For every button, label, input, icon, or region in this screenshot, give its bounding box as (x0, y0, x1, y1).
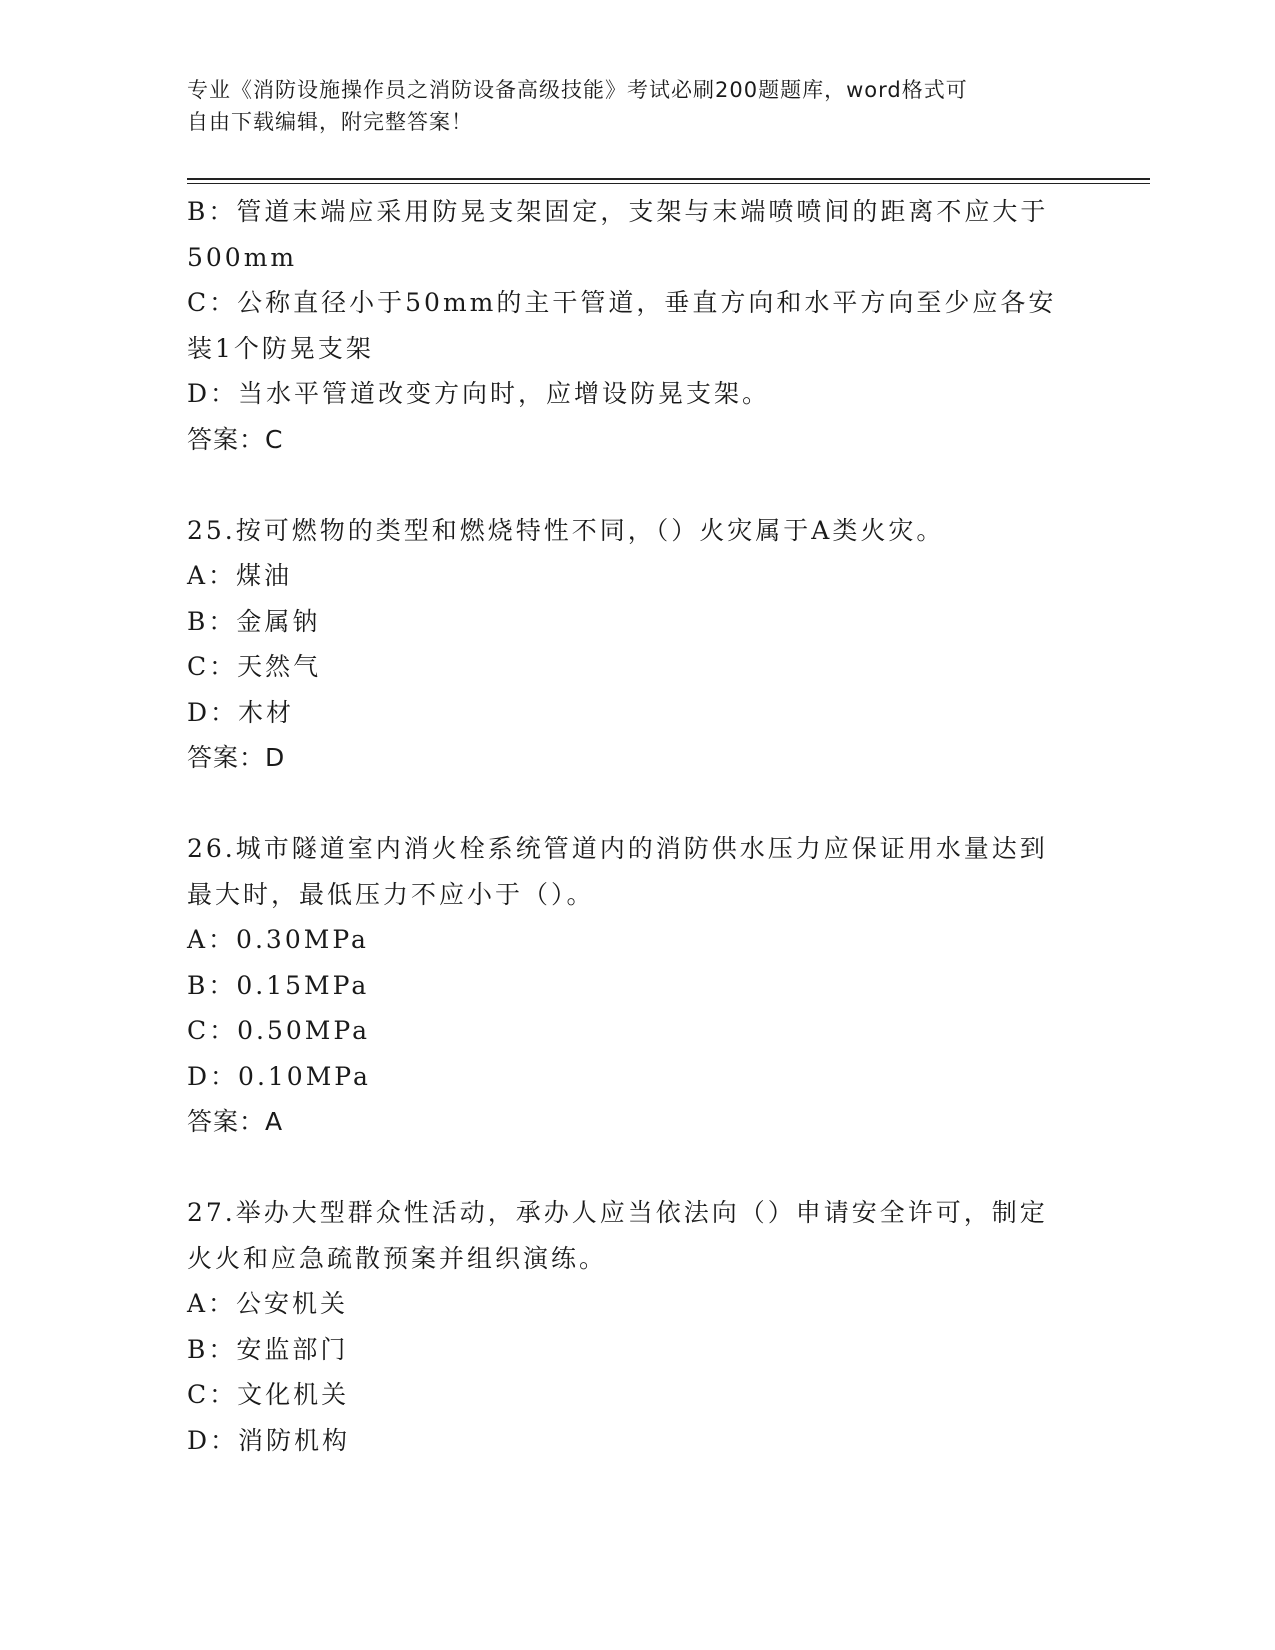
question-25 (187, 508, 1087, 781)
option-c: C：文化机关 (187, 1380, 350, 1409)
header-line-2: 自由下载编辑，附完整答案！ (187, 110, 473, 134)
answer-label: 答案：D (187, 743, 286, 772)
question-stem-line-2: 火火和应急疏散预案并组织演练。 (187, 1243, 608, 1273)
header-divider-thin (187, 183, 1150, 184)
question-27 (187, 1190, 1087, 1463)
header-line-1: 专业《消防设施操作员之消防设备高级技能》考试必刷200题题库，word格式可 (187, 78, 968, 102)
option-c-line-1: C：公称直径小于50mm的主干管道，垂直方向和水平方向至少应各安 (187, 288, 1057, 317)
option-b: B：安监部门 (187, 1334, 349, 1364)
option-c-line-2: 装1个防晃支架 (187, 333, 374, 363)
option-d: D：木材 (187, 697, 295, 727)
option-b: B：金属钠 (187, 606, 321, 636)
question-stem-line-2: 最大时，最低压力不应小于（）。 (187, 879, 595, 909)
option-b-line-1: B：管道末端应采用防晃支架固定，支架与末端喷喷间的距离不应大于 (187, 197, 1049, 226)
option-a: A：0.30MPa (187, 925, 369, 954)
question-stem: 25.按可燃物的类型和燃烧特性不同，（）火灾属于A类火灾。 (187, 515, 945, 545)
option-d: D：当水平管道改变方向时，应增设防晃支架。 (187, 379, 771, 408)
option-d: D：0.10MPa (187, 1061, 371, 1091)
option-a: A：煤油 (187, 561, 293, 590)
document-header (187, 74, 1067, 138)
question-stem-line-1: 27.举办大型群众性活动，承办人应当依法向（）申请安全许可，制定 (187, 1198, 1048, 1227)
question-26 (187, 826, 1087, 1145)
header-divider-thick (187, 178, 1150, 180)
continued-question (187, 189, 1087, 462)
question-stem-line-1: 26.城市隧道室内消火栓系统管道内的消防供水压力应保证用水量达到 (187, 834, 1048, 863)
option-a: A：公安机关 (187, 1289, 349, 1318)
option-b-line-2: 500mm (187, 242, 298, 272)
option-b: B：0.15MPa (187, 970, 370, 1000)
option-c: C：0.50MPa (187, 1016, 370, 1045)
answer-label: 答案：C (187, 424, 284, 454)
option-d: D：消防机构 (187, 1425, 351, 1455)
option-c: C：天然气 (187, 652, 322, 681)
question-content (187, 189, 1087, 1463)
answer-label: 答案：A (187, 1107, 284, 1136)
